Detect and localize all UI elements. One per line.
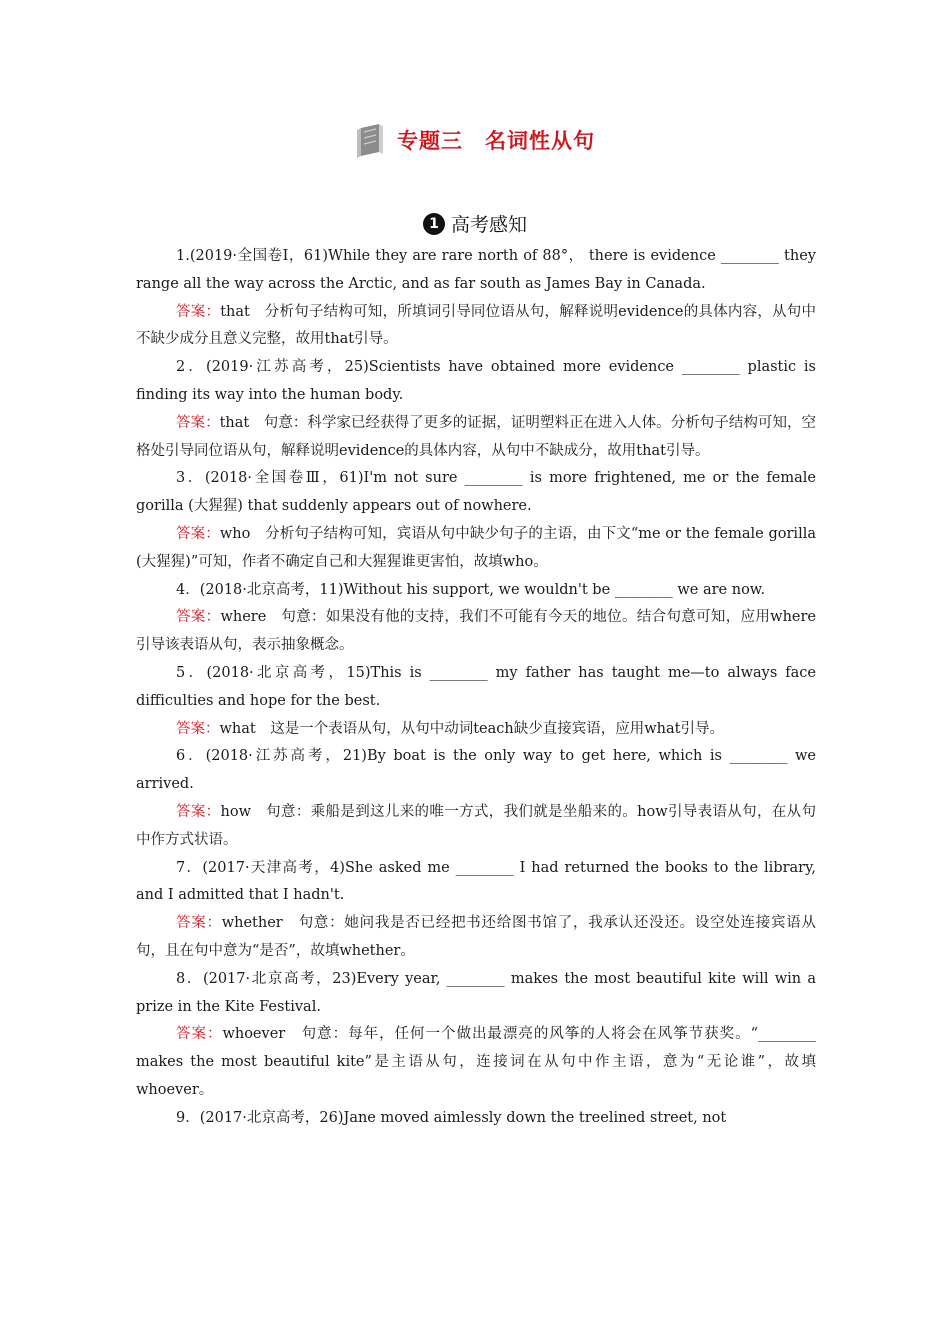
question-text: 9．(2017·北京高考，26)Jane moved aimlessly down the treelined street, not bbox=[176, 1109, 727, 1126]
question-text: 5．(2018·北京高考，15)This is ________ my father has taught me—to always face difficulties and hope for the best. bbox=[136, 664, 816, 709]
answer-text bbox=[136, 799, 816, 855]
question-text: 2．(2019·江苏高考，25)Scientists have obtained more evidence ________ plastic is finding its way into the human body. bbox=[136, 359, 816, 403]
answer-label: 答案： bbox=[176, 803, 221, 820]
question-text: 7．(2017·天津高考，4)She asked me ________ I had returned the books to the library, and I admitted that I hadn't. bbox=[136, 859, 816, 904]
question-text: 6．(2018·江苏高考，21)By boat is the only way to get here, which is ________ we arrived. bbox=[136, 748, 816, 793]
answer-content: that 分析句子结构可知，所填词引导同位语从句，解释说明evidence的具体内容，从句中不缺少成分且意义完整，故用that引导。 bbox=[136, 303, 817, 348]
answer-text bbox=[136, 910, 816, 966]
page-title: 专题三 名词性从句 bbox=[397, 129, 595, 153]
answer-text bbox=[136, 604, 816, 660]
answer-label: 答案： bbox=[176, 525, 220, 542]
question-text: 4．(2018·北京高考，11)Without his support, we wouldn't be ________ we are now. bbox=[176, 581, 766, 598]
question-text: 1.(2019·全国卷Ⅰ，61)While they are rare north of 88°， there is evidence ________ they range all the way across the Arctic, and as far south as James Bay in Canada. bbox=[136, 248, 816, 292]
answer-label: 答案： bbox=[176, 303, 221, 320]
question-text: 8．(2017·北京高考，23)Every year, ________ makes the most beautiful kite will win a prize in the Kite Festival. bbox=[136, 970, 816, 1015]
answer-label: 答案： bbox=[176, 915, 222, 932]
answer-content: whoever 句意：每年，任何一个做出最漂亮的风筝的人将会在风筝节获奖。“________ makes the most beautiful kite”是主语从句，连接词在从句中作主语，意为“无论谁”，故填whoever。 bbox=[136, 1026, 817, 1098]
question-list bbox=[136, 243, 816, 1133]
answer-content: whether 句意：她问我是否已经把书还给图书馆了，我承认还没还。设空处连接宾语从句，且在句中意为“是否”，故填whether。 bbox=[136, 915, 816, 959]
answer-content: how 句意：乘船是到这儿来的唯一方式，我们就是坐船来的。how引导表语从句，在从句中作方式状语。 bbox=[136, 803, 816, 848]
book-icon bbox=[355, 122, 385, 158]
answer-text bbox=[136, 299, 816, 355]
section-title: 高考感知 bbox=[450, 214, 527, 236]
answer-label: 答案： bbox=[176, 414, 220, 431]
answer-text bbox=[136, 716, 816, 744]
title-row bbox=[0, 122, 950, 158]
section-heading bbox=[0, 210, 950, 237]
answer-text bbox=[136, 521, 816, 577]
question-text: 3．(2018·全国卷Ⅲ，61)I'm not sure ________ is more frightened, me or the female gorilla (大猩猩) that suddenly appears out of nowhere. bbox=[136, 470, 816, 515]
answer-content: that 句意：科学家已经获得了更多的证据，证明塑料正在进入人体。分析句子结构可知，空格处引导同位语从句，解释说明evidence的具体内容，从句中不缺成分，故用that引导。 bbox=[136, 414, 817, 459]
answer-content: what 这是一个表语从句，从句中动词teach缺少直接宾语，应用what引导。 bbox=[219, 720, 724, 737]
answer-content: where 句意：如果没有他的支持，我们不可能有今天的地位。结合句意可知，应用where引导该表语从句，表示抽象概念。 bbox=[136, 609, 817, 654]
answer-label: 答案： bbox=[176, 720, 220, 737]
answer-text bbox=[136, 1021, 816, 1104]
answer-content: who 分析句子结构可知，宾语从句中缺少句子的主语，由下文“me or the female gorilla (大猩猩)”可知，作者不确定自己和大猩猩谁更害怕，故填who。 bbox=[136, 525, 816, 570]
answer-label: 答案： bbox=[176, 1026, 223, 1043]
section-number-badge: 1 bbox=[423, 213, 445, 235]
answer-text bbox=[136, 410, 816, 466]
answer-label: 答案： bbox=[176, 609, 221, 626]
